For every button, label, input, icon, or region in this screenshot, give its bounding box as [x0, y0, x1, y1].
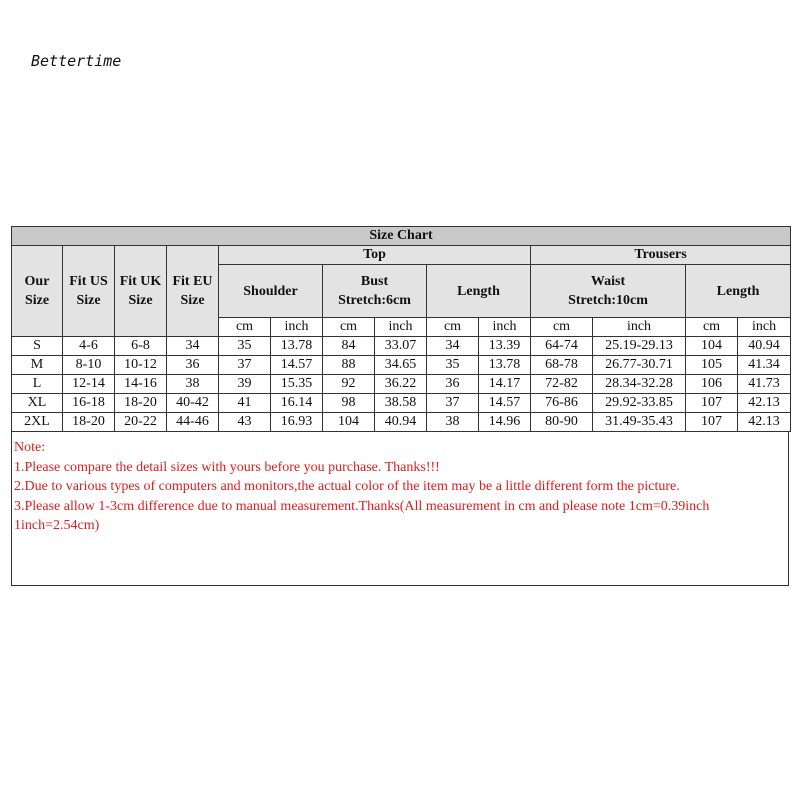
table-row — [12, 337, 791, 356]
table-row — [12, 413, 791, 432]
header-fit-eu: Fit EU Size — [167, 246, 219, 337]
table-cell: 84 — [323, 337, 375, 356]
table-cell: 10-12 — [115, 356, 167, 375]
header-trousers-length: Length — [686, 265, 791, 318]
size-chart-table — [11, 226, 791, 432]
table-cell: 34 — [427, 337, 479, 356]
table-cell: 106 — [686, 375, 738, 394]
header-top-length: Length — [427, 265, 531, 318]
table-cell: 38.58 — [375, 394, 427, 413]
table-cell: 98 — [323, 394, 375, 413]
header-fit-uk: Fit UK Size — [115, 246, 167, 337]
header-waist: Waist Stretch:10cm — [531, 265, 686, 318]
notes-heading: Note: — [14, 440, 46, 455]
size-rows — [12, 337, 791, 432]
table-cell: 39 — [219, 375, 271, 394]
table-cell: 38 — [167, 375, 219, 394]
table-cell: 88 — [323, 356, 375, 375]
table-cell: 107 — [686, 394, 738, 413]
header-shoulder: Shoulder — [219, 265, 323, 318]
table-cell: 8-10 — [63, 356, 115, 375]
table-cell: M — [12, 356, 63, 375]
notes-panel — [11, 432, 789, 586]
unit-label: cm — [323, 318, 375, 337]
table-cell: 16-18 — [63, 394, 115, 413]
table-row — [12, 356, 791, 375]
table-cell: 13.78 — [271, 337, 323, 356]
table-cell: 38 — [427, 413, 479, 432]
brand-logo-text: Bettertime — [31, 52, 122, 70]
table-cell: 72-82 — [531, 375, 593, 394]
unit-label: inch — [375, 318, 427, 337]
table-cell: 64-74 — [531, 337, 593, 356]
unit-label: cm — [427, 318, 479, 337]
table-cell: 14-16 — [115, 375, 167, 394]
note-line: 2.Due to various types of computers and monitors,the actual color of the item may be a little different form the picture. — [14, 479, 680, 494]
table-cell: 14.17 — [479, 375, 531, 394]
table-cell: 37 — [427, 394, 479, 413]
table-cell: 36 — [167, 356, 219, 375]
table-cell: 31.49-35.43 — [593, 413, 686, 432]
table-cell: 14.57 — [479, 394, 531, 413]
table-cell: XL — [12, 394, 63, 413]
unit-label: cm — [219, 318, 271, 337]
unit-label: cm — [686, 318, 738, 337]
header-fit-us: Fit US Size — [63, 246, 115, 337]
table-cell: 13.78 — [479, 356, 531, 375]
table-cell: 37 — [219, 356, 271, 375]
table-cell: 35 — [427, 356, 479, 375]
unit-label: inch — [271, 318, 323, 337]
table-cell: 29.92-33.85 — [593, 394, 686, 413]
table-cell: 16.93 — [271, 413, 323, 432]
table-cell: 15.35 — [271, 375, 323, 394]
table-cell: 105 — [686, 356, 738, 375]
table-cell: 20-22 — [115, 413, 167, 432]
table-cell: 41.73 — [738, 375, 791, 394]
note-line: 1inch=2.54cm) — [14, 518, 100, 533]
table-cell: 43 — [219, 413, 271, 432]
table-cell: 104 — [323, 413, 375, 432]
note-line: 1.Please compare the detail sizes with yours before you purchase. Thanks!!! — [14, 459, 440, 475]
table-cell: 28.34-32.28 — [593, 375, 686, 394]
unit-label: cm — [531, 318, 593, 337]
size-chart — [11, 226, 789, 586]
table-cell: 41.34 — [738, 356, 791, 375]
table-cell: 34 — [167, 337, 219, 356]
note-line: 3.Please allow 1-3cm difference due to manual measurement.Thanks(All measurement in cm and please note 1cm=0.39inch — [14, 498, 710, 514]
table-cell: 13.39 — [479, 337, 531, 356]
table-cell: 6-8 — [115, 337, 167, 356]
table-cell: 41 — [219, 394, 271, 413]
table-cell: 36.22 — [375, 375, 427, 394]
unit-label: inch — [593, 318, 686, 337]
table-cell: 25.19-29.13 — [593, 337, 686, 356]
table-cell: L — [12, 375, 63, 394]
table-cell: 42.13 — [738, 394, 791, 413]
table-cell: 18-20 — [115, 394, 167, 413]
table-cell: 92 — [323, 375, 375, 394]
table-cell: 33.07 — [375, 337, 427, 356]
header-bust: Bust Stretch:6cm — [323, 265, 427, 318]
table-cell: 40.94 — [375, 413, 427, 432]
unit-label: inch — [738, 318, 791, 337]
table-cell: 34.65 — [375, 356, 427, 375]
table-cell: 14.96 — [479, 413, 531, 432]
group-header-trousers: Trousers — [531, 246, 791, 265]
table-cell: 18-20 — [63, 413, 115, 432]
table-cell: S — [12, 337, 63, 356]
table-cell: 36 — [427, 375, 479, 394]
table-cell: 68-78 — [531, 356, 593, 375]
table-cell: 40-42 — [167, 394, 219, 413]
table-cell: 26.77-30.71 — [593, 356, 686, 375]
table-cell: 44-46 — [167, 413, 219, 432]
table-cell: 40.94 — [738, 337, 791, 356]
group-header-top: Top — [219, 246, 531, 265]
table-cell: 104 — [686, 337, 738, 356]
table-cell: 14.57 — [271, 356, 323, 375]
table-cell: 12-14 — [63, 375, 115, 394]
table-cell: 107 — [686, 413, 738, 432]
table-cell: 16.14 — [271, 394, 323, 413]
table-cell: 76-86 — [531, 394, 593, 413]
table-cell: 42.13 — [738, 413, 791, 432]
header-our-size: Our Size — [12, 246, 63, 337]
chart-title: Size Chart — [12, 227, 791, 246]
table-row — [12, 394, 791, 413]
table-cell: 4-6 — [63, 337, 115, 356]
unit-label: inch — [479, 318, 531, 337]
table-row — [12, 375, 791, 394]
table-cell: 80-90 — [531, 413, 593, 432]
table-cell: 2XL — [12, 413, 63, 432]
table-cell: 35 — [219, 337, 271, 356]
